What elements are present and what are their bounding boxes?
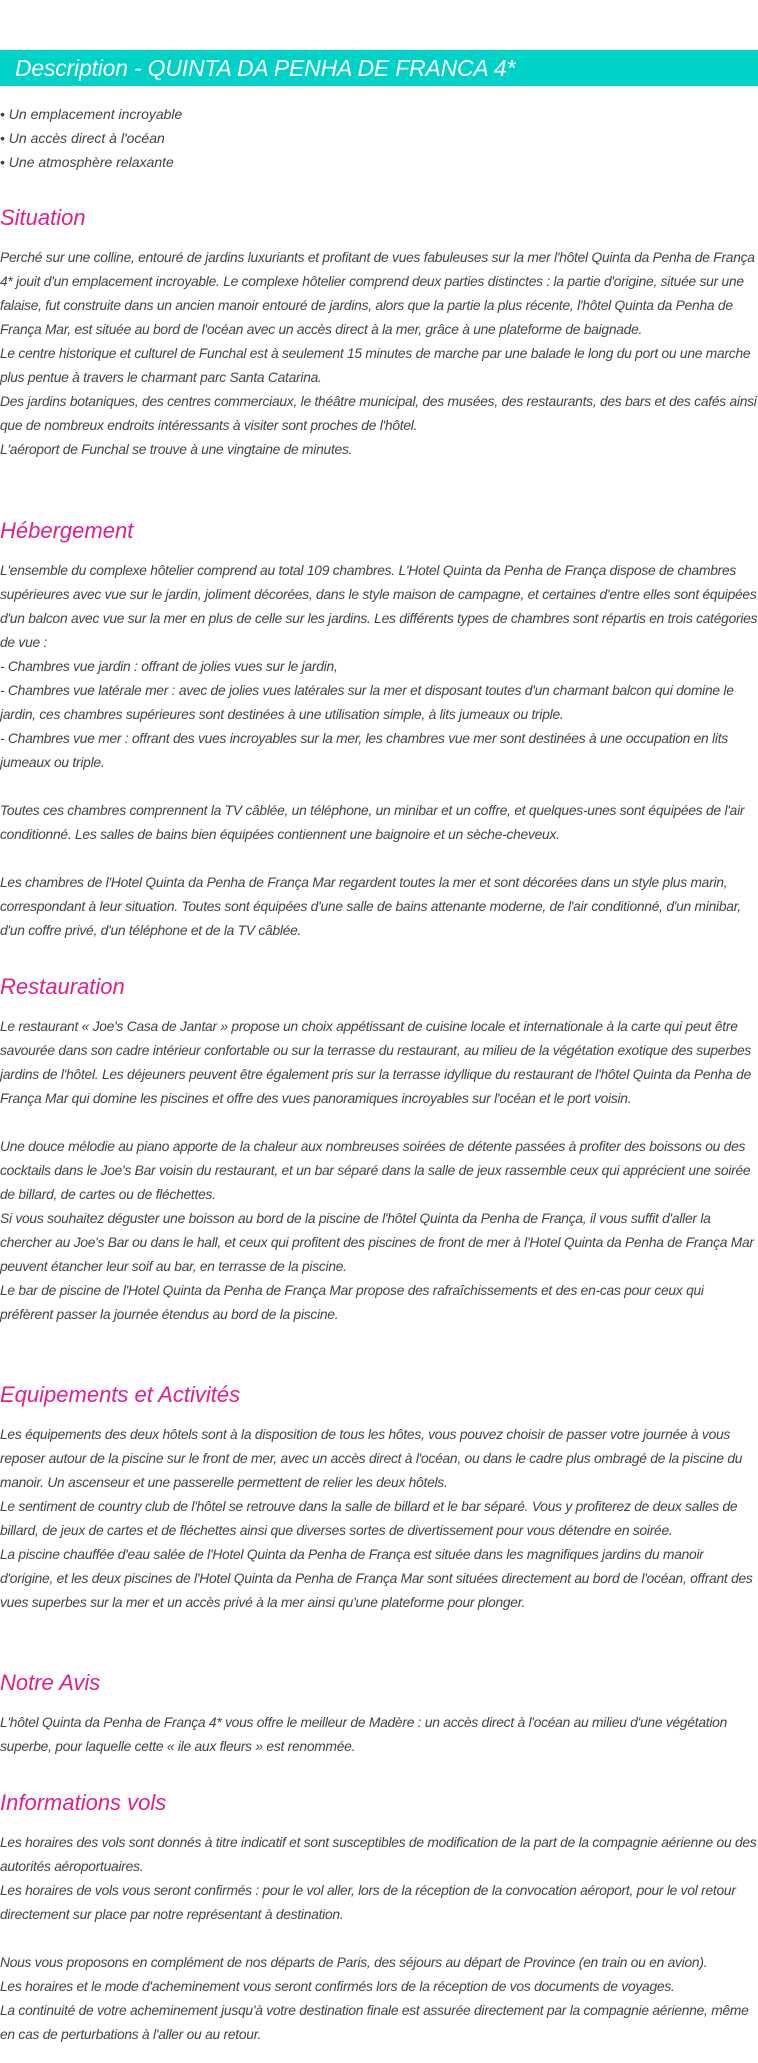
section-hebergement — [0, 511, 758, 943]
section-equipements — [0, 1375, 758, 1615]
paragraph: Des jardins botaniques, des centres commerciaux, le théâtre municipal, des musées, des restaurants, des bars et des cafés ainsi que de nombreux endroits intéressants à visiter sont proches de l'hôtel. — [0, 394, 757, 433]
paragraph: Les horaires de vols vous seront confirmés : pour le vol aller, lors de la réception de la convocation aéroport, pour le vol retour directement sur place par notre représentant à destination. — [0, 1883, 736, 1922]
section-heading: Notre Avis — [0, 1670, 101, 1695]
section-body — [0, 559, 758, 943]
paragraph: Le sentiment de country club de l'hôtel se retrouve dans la salle de billard et le bar séparé. Vous y profiterez de deux salles de billard, de jeux de cartes et de fléchettes ainsi que diverses sortes de divertissement pour vous détendre en soirée. — [0, 1499, 738, 1538]
paragraph-gap — [0, 775, 758, 799]
paragraph: Perché sur une colline, entouré de jardins luxuriants et profitant de vues fabuleuses sur la mer l'hôtel Quinta da Penha de França 4* jouit d'un emplacement incroyable. Le complexe hôtelier comprend deux parties distinctes : la partie d'origine, située sur une falaise, fut construite dans un ancien manoir entouré de jardins, alors que la partie la plus récente, l'hôtel Quinta da Penha de França Mar, est située au bord de l'océan avec un accès direct à la mer, grâce à une plateforme de baignade. — [0, 250, 755, 337]
section-body — [0, 1423, 758, 1615]
paragraph: Les chambres de l'Hotel Quinta da Penha de França Mar regardent toutes la mer et sont décorées dans un style plus marin, correspondant à leur situation. Toutes sont équipées d'une salle de bains attenante moderne, de l'air conditionné, d'un minibar, d'un coffre privé, d'un téléphone et de la TV câblée. — [0, 875, 741, 938]
paragraph: Les horaires des vols sont donnés à titre indicatif et sont susceptibles de modification de la part de la compagnie aérienne ou des autorités aéroportuaires. — [0, 1835, 757, 1874]
section-situation — [0, 198, 758, 462]
paragraph: L'aéroport de Funchal se trouve à une vingtaine de minutes. — [0, 442, 353, 457]
section-avis — [0, 1663, 758, 1759]
paragraph: Le centre historique et culturel de Funchal est à seulement 15 minutes de marche par une balade le long du port ou une marche plus pentue à travers le charmant parc Santa Catarina. — [0, 346, 751, 385]
section-heading: Hébergement — [0, 518, 134, 543]
section-heading: Informations vols — [0, 1790, 167, 1815]
paragraph: Toutes ces chambres comprennent la TV câblée, un téléphone, un minibar et un coffre, et quelques-unes sont équipées de l'air conditionné. Les salles de bains bien équipées contiennent une baignoire et un sèche-cheveux. — [0, 803, 745, 842]
paragraph: La piscine chauffée d'eau salée de l'Hotel Quinta da Penha de França est située dans les magnifiques jardins du manoir d'origine, et les deux piscines de l'Hotel Quinta da Penha de França Mar sont situées directement au bord de l'océan, offrant des vues superbes sur la mer et un accès privé à la mer ainsi qu'une plateforme pour plonger. — [0, 1547, 753, 1610]
section-body — [0, 246, 758, 462]
paragraph-gap — [0, 1927, 758, 1951]
section-restauration — [0, 967, 758, 1327]
highlight-item: • Une atmosphère relaxante — [0, 154, 174, 170]
paragraph: Les équipements des deux hôtels sont à la disposition de tous les hôtes, vous pouvez choisir de passer votre journée à vous reposer autour de la piscine sur le front de mer, avec un accès direct à l'océan, ou dans le cadre plus ombragé de la piscine du manoir. Un ascenseur et une passerelle permettent de relier les deux hôtels. — [0, 1427, 743, 1490]
paragraph: - Chambres vue jardin : offrant de jolies vues sur le jardin, — [0, 659, 338, 674]
paragraph: Le bar de piscine de l'Hotel Quinta da Penha de França Mar propose des rafraîchissements et des en-cas pour ceux qui préfèrent passer la journée étendus au bord de la piscine. — [0, 1283, 704, 1322]
section-vols — [0, 1783, 758, 2047]
section-body — [0, 1711, 758, 1759]
paragraph: Nous vous proposons en complément de nos départs de Paris, des séjours au départ de Province (en train ou en avion). — [0, 1955, 708, 1970]
paragraph: Le restaurant « Joe's Casa de Jantar » propose un choix appétissant de cuisine locale et internationale à la carte qui peut être savourée dans son cadre intérieur confortable ou sur la terrasse du restaurant, au milieu de la végétation exotique des superbes jardins de l'hôtel. Les déjeuners peuvent être également pris sur la terrasse idyllique du restaurant de l'hôtel Quinta da Penha de França Mar qui domine les piscines et offre des vues panoramiques incroyables sur l'océan et le port voisin. — [0, 1019, 752, 1106]
paragraph-gap — [0, 847, 758, 871]
highlights-list — [0, 102, 758, 174]
paragraph-gap — [0, 1111, 758, 1135]
paragraph: - Chambres vue mer : offrant des vues incroyables sur la mer, les chambres vue mer sont destinées à une occupation en lits jumeaux ou triple. — [0, 731, 728, 770]
paragraph: L'ensemble du complexe hôtelier comprend au total 109 chambres. L'Hotel Quinta da Penha de França dispose de chambres supérieures avec vue sur le jardin, joliment décorées, dans le style maison de campagne, et certaines d'entre elles sont équipées d'un balcon avec vue sur la mer en plus de celle sur les jardins. Les différents types de chambres sont répartis en trois catégories de vue : — [0, 563, 758, 650]
paragraph: Une douce mélodie au piano apporte de la chaleur aux nombreuses soirées de détente passées à profiter des boissons ou des cocktails dans le Joe's Bar voisin du restaurant, et un bar séparé dans la salle de jeux rassemble ceux qui apprécient une soirée de billard, de cartes ou de fléchettes. — [0, 1139, 751, 1202]
section-heading: Restauration — [0, 974, 125, 999]
page-title: Description - QUINTA DA PENHA DE FRANCA 4* — [0, 50, 758, 86]
section-body — [0, 1831, 758, 2047]
paragraph: Les horaires et le mode d'acheminement vous seront confirmés lors de la réception de vos documents de voyages. — [0, 1979, 675, 1994]
highlight-item: • Un emplacement incroyable — [0, 106, 183, 122]
paragraph: - Chambres vue latérale mer : avec de jolies vues latérales sur la mer et disposant toutes d'un charmant balcon qui domine le jardin, ces chambres supérieures sont destinées à une utilisation simple, à lits jumeaux ou triple. — [0, 683, 734, 722]
section-body — [0, 1015, 758, 1327]
paragraph: La continuité de votre acheminement jusqu'à votre destination finale est assurée directement par la compagnie aérienne, même en cas de perturbations à l'aller ou au retour. — [0, 2003, 749, 2042]
paragraph: L'hôtel Quinta da Penha de França 4* vous offre le meilleur de Madère : un accès direct à l'océan au milieu d'une végétation superbe, pour laquelle cette « ile aux fleurs » est renommée. — [0, 1715, 727, 1754]
section-heading: Equipements et Activités — [0, 1382, 241, 1407]
paragraph: Si vous souhaitez déguster une boisson au bord de la piscine de l'hôtel Quinta da Penha de França, il vous suffit d'aller la chercher au Joe's Bar ou dans le hall, et ceux qui profitent des piscines de front de mer à l'Hotel Quinta da Penha de França Mar peuvent étancher leur soif au bar, en terrasse de la piscine. — [0, 1211, 754, 1274]
highlight-item: • Un accès direct à l'océan — [0, 130, 165, 146]
section-heading: Situation — [0, 205, 86, 230]
